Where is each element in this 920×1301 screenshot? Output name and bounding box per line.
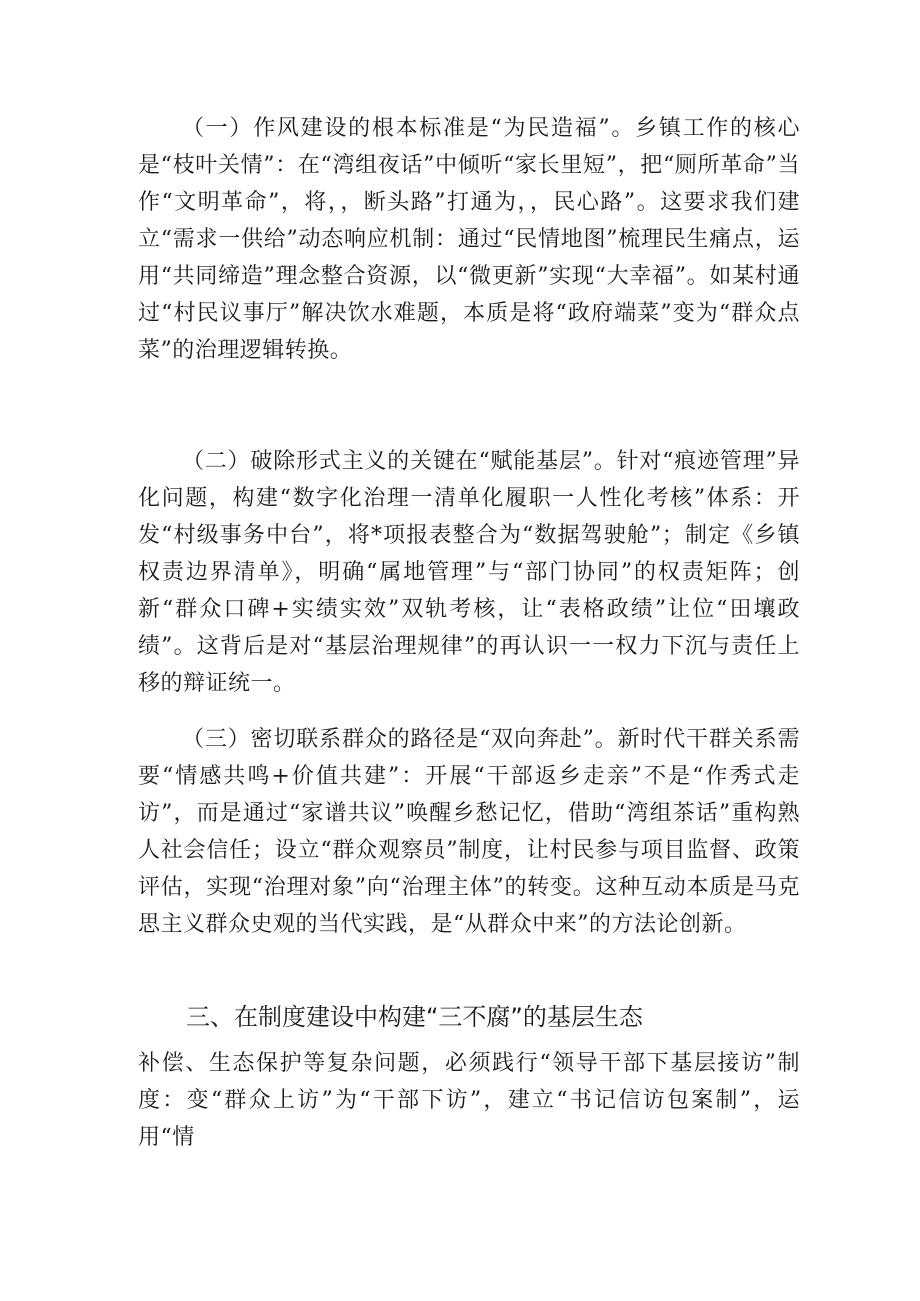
paragraph-4-container [138, 1045, 800, 1156]
paragraph-2-container [138, 443, 800, 702]
paragraph-3: （三）密切联系群众的路径是“双向奔赴”。新时代干群关系需要“情感共鸣+价值共建”：开展“干部返乡走亲”不是“作秀式走访”，而是通过“家谱共议”唤醒乡愁记忆，借助“湾组茶话”重构熟人社会信任；设立“群众观察员”制度，让村民参与项目监督、政策评估，实现“治理对象”向“治理主体”的转变。这种互动本质是马克思主义群众史观的当代实践，是“从群众中来”的方法论创新。 [138, 727, 800, 937]
section-heading: 三、在制度建设中构建“三不腐”的基层生态 [186, 1003, 643, 1031]
paragraph-1-container [138, 110, 800, 369]
paragraph-4: 补偿、生态保护等复杂问题，必须践行“领导干部下基层接访”制度：变“群众上访”为“干部下访”，建立“书记信访包案制”，运用“情 [138, 1051, 800, 1150]
paragraph-1: （一）作风建设的根本标准是“为民造福”。乡镇工作的核心是“枝叶关情”：在“湾组夜话”中倾听“家长里短”，把“厕所革命”当作“文明革命”，将，，断头路”打通为，，民心路”。这要求我们建立“需求一供给”动态响应机制：通过“民情地图”梳理民生痛点，运用“共同缔造”理念整合资源，以“微更新”实现“大幸福”。如某村通过“村民议事厅”解决饮水难题，本质是将“政府端菜”变为“群众点菜”的治理逻辑转换。 [138, 116, 801, 363]
paragraph-2: （二）破除形式主义的关键在“赋能基层”。针对“痕迹管理”异化问题，构建“数字化治理一清单化履职一人性化考核”体系：开发“村级事务中台”，将*项报表整合为“数据驾驶舱”；制定《乡镇权责边界清单》，明确“属地管理”与“部门协同”的权责矩阵；创新“群众口碑+实绩实效”双轨考核，让“表格政绩”让位“田壤政绩”。这背后是对“基层治理规律”的再认识一一权力下沉与责任上移的辩证统一。 [138, 449, 800, 696]
paragraph-3-container [138, 721, 800, 943]
